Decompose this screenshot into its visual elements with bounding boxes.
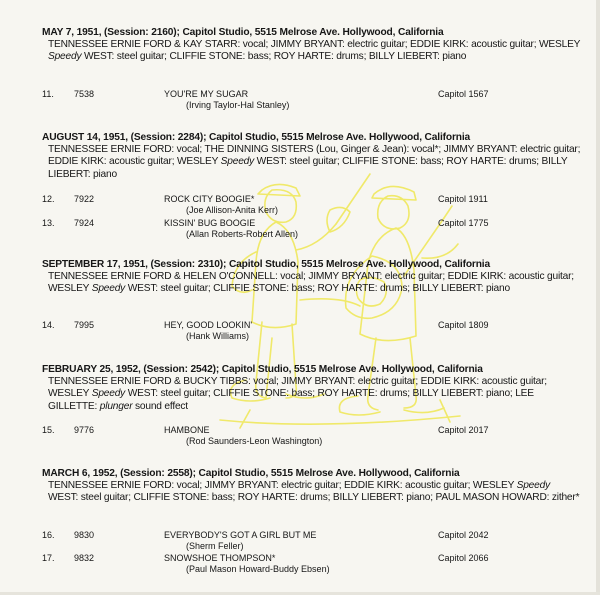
- personnel-text: WEST: steel guitar; CLIFFIE STONE: bass; ROY HARTE: drums; BILLY LIEBERT: piano: [81, 51, 467, 63]
- personnel-text: TENNESSEE ERNIE FORD & HELEN O'CONNELL: vocal; JIMMY BRYANT: electric guitar; EDDIE KIRK: acoustic guitar; WESLEY: [48, 271, 574, 295]
- session-block: [42, 363, 582, 413]
- matrix-number: 9830: [74, 530, 95, 540]
- personnel-italic-text: Speedy: [48, 51, 82, 63]
- track-number: 11.: [42, 89, 54, 99]
- personnel-text: WEST: steel guitar; CLIFFIE STONE: bass; ROY HARTE: drums; BILLY LIEBERT: piano; PAUL MASON HOWARD: zither*: [48, 492, 580, 504]
- matrix-number: 7995: [74, 320, 95, 330]
- record-label-number: Capitol 1775: [438, 218, 489, 228]
- personnel-text: WEST: steel guitar; CLIFFIE STONE: bass; ROY HARTE: drums; BILLY LIEBERT: piano; LEE GILLETTE:: [48, 388, 534, 412]
- personnel-text: TENNESSEE ERNIE FORD & KAY STARR: vocal; JIMMY BRYANT: electric guitar; EDDIE KIRK: acoustic guitar; WESLEY: [48, 39, 581, 50]
- session-heading: MAY 7, 1951, (Session: 2160); Capitol Studio, 5515 Melrose Ave. Hollywood, California: [42, 27, 444, 38]
- record-label-number: Capitol 1911: [438, 194, 488, 204]
- session-heading: AUGUST 14, 1951, (Session: 2284); Capitol Studio, 5515 Melrose Ave. Hollywood, California: [42, 132, 471, 143]
- record-label-number: Capitol 1567: [438, 89, 489, 99]
- songwriters: (Paul Mason Howard-Buddy Ebsen): [186, 564, 330, 574]
- personnel-text: sound effect: [132, 400, 188, 412]
- song-title: ROCK CITY BOOGIE*: [164, 194, 255, 204]
- session-personnel: [48, 376, 582, 413]
- session-block: [42, 258, 582, 296]
- personnel-italic-text: Speedy: [91, 283, 126, 295]
- session-personnel: [48, 39, 582, 64]
- session-personnel: [48, 480, 582, 505]
- record-label-number: Capitol 2042: [438, 530, 489, 540]
- session-personnel: [48, 144, 582, 181]
- matrix-number: 7538: [74, 89, 95, 99]
- matrix-number: 7922: [74, 194, 95, 204]
- track-row: [42, 530, 600, 554]
- track-row: [42, 89, 600, 113]
- track-number: 15.: [42, 425, 55, 435]
- record-label-number: Capitol 2066: [438, 553, 489, 563]
- session-block: [42, 467, 582, 505]
- matrix-number: 9776: [74, 425, 95, 435]
- track-row: [42, 218, 600, 242]
- personnel-italic-text: Speedy: [516, 480, 550, 491]
- record-label-number: Capitol 2017: [438, 425, 489, 435]
- track-row: [42, 553, 600, 577]
- songwriters: (Hank Williams): [186, 331, 249, 341]
- song-title: YOU'RE MY SUGAR: [164, 89, 249, 99]
- personnel-italic-text: plunger: [99, 400, 133, 412]
- songwriters: (Sherm Feller): [186, 541, 244, 551]
- matrix-number: 7924: [74, 218, 95, 228]
- track-number: 13.: [42, 218, 55, 228]
- track-number: 14.: [42, 320, 55, 330]
- personnel-text: WEST: steel guitar; CLIFFIE STONE: bass; ROY HARTE: drums; BILLY LIEBERT: piano: [125, 283, 510, 295]
- session-heading: MARCH 6, 1952, (Session: 2558); Capitol Studio, 5515 Melrose Ave. Hollywood, California: [42, 468, 460, 479]
- matrix-number: 9832: [74, 553, 95, 563]
- personnel-text: TENNESSEE ERNIE FORD: vocal; JIMMY BRYANT: electric guitar; EDDIE KIRK: acoustic guitar; WESLEY: [48, 480, 517, 491]
- session-personnel: [48, 271, 582, 296]
- session-heading: SEPTEMBER 17, 1951, (Session: 2310); Capitol Studio, 5515 Melrose Ave. Hollywood, California: [42, 259, 490, 270]
- track-number: 12.: [42, 194, 55, 204]
- songwriters: (Allan Roberts-Robert Allen): [186, 229, 299, 239]
- personnel-text: TENNESSEE ERNIE FORD: vocal; THE DINNING SISTERS (Lou, Ginger & Jean): vocal*; JIMMY BRYANT: electric guitar; EDDIE KIRK: acoustic guitar; WESLEY: [48, 144, 581, 168]
- track-row: [42, 425, 600, 449]
- personnel-text: TENNESSEE ERNIE FORD & BUCKY TIBBS: vocal; JIMMY BRYANT: electric guitar; EDDIE KIRK: acoustic guitar; WESLEY: [48, 376, 547, 400]
- track-row: [42, 320, 600, 344]
- personnel-italic-text: Speedy: [91, 388, 126, 400]
- track-number: 17.: [42, 553, 55, 563]
- personnel-italic-text: Speedy: [220, 156, 255, 168]
- song-title: KISSIN' BUG BOOGIE: [164, 218, 256, 228]
- songwriters: (Joe Allison-Anita Kerr): [186, 205, 279, 215]
- song-title: SNOWSHOE THOMPSON*: [164, 553, 276, 563]
- session-block: [42, 26, 582, 64]
- record-label-number: Capitol 1809: [438, 320, 489, 330]
- session-block: [42, 131, 582, 181]
- songwriters: (Irving Taylor-Hal Stanley): [186, 100, 290, 110]
- session-heading: FEBRUARY 25, 1952, (Session: 2542); Capitol Studio, 5515 Melrose Ave. Hollywood, California: [42, 364, 483, 375]
- track-row: [42, 194, 600, 218]
- song-title: HAMBONE: [164, 425, 210, 435]
- personnel-text: WEST: steel guitar; CLIFFIE STONE: bass; ROY HARTE: drums; BILLY LIEBERT: piano: [48, 156, 568, 180]
- track-number: 16.: [42, 530, 55, 540]
- songwriters: (Rod Saunders-Leon Washington): [186, 436, 323, 446]
- song-title: HEY, GOOD LOOKIN': [164, 320, 253, 330]
- song-title: EVERYBODY'S GOT A GIRL BUT ME: [164, 530, 317, 540]
